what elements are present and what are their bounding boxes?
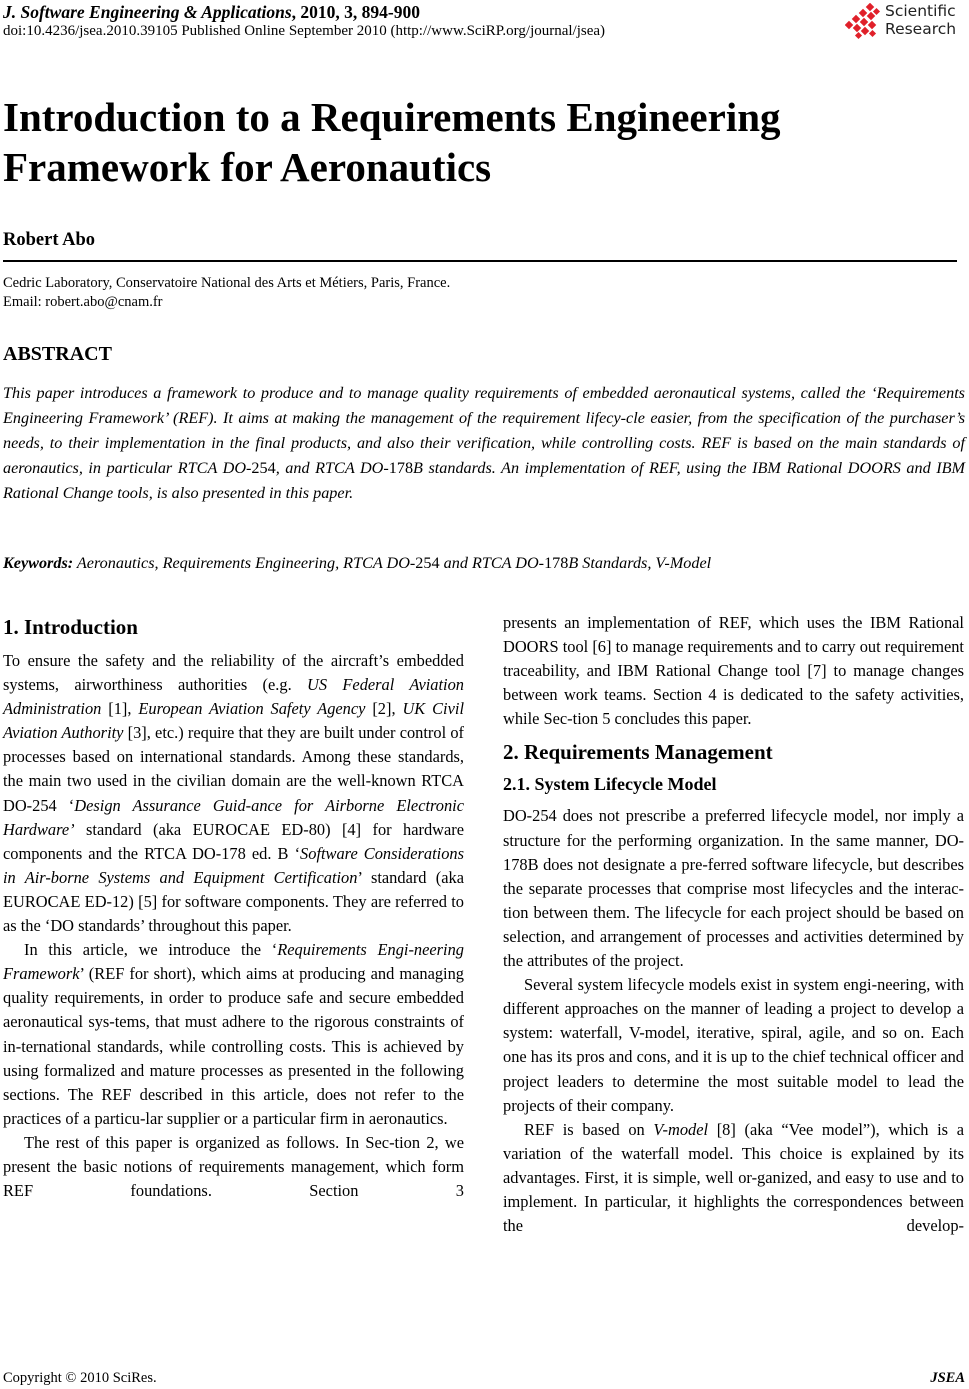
paragraph: In this article, we introduce the ‘Requirements Engi-neering Framework’ (REF for short), which aims at producing and managing quality requirements, in order to produce safe and secure embedded aeronautical sys-tems, that must adhere to the rigorous constraints of in-ternational standards, while controlling costs. This is achieved by using formalized and mature processes as presented in the following sections. The REF described in this article, does not refer to the practices of a particu-lar supplier or a particular firm in aeronautics. xyxy=(3,940,464,1128)
column-right xyxy=(503,611,964,1238)
paragraph: The rest of this paper is organized as follows. In Sec-tion 2, we present the basic notions of requirements management, which form REF foundations. Section 3 xyxy=(3,1132,464,1201)
affiliation-block xyxy=(3,274,450,312)
paragraph: DO-254 does not prescribe a preferred lifecycle model, nor imply a structure for the performing organization. In the same manner, DO-178B does not designate a pre-ferred software lifecycle, but describes the separate processes that comprise most lifecycles and the interac-tion between them. The lifecycle for each project should be based on selection, and arrangement of processes and activities determined by the attributes of the project. xyxy=(503,806,964,971)
journal-issue: , 2010, 3, 894-900 xyxy=(291,2,420,22)
paragraph: presents an implementation of REF, which uses the IBM Rational DOORS tool [6] to manage requirements and to carry out requirement traceability, and IBM Rational Change tool [7] to manage changes between work teams. Section 4 is dedicated to the safety activities, while Sec-tion 5 concludes this paper. xyxy=(503,613,964,729)
affiliation: Cedric Laboratory, Conservatoire National des Arts et Métiers, Paris, France. xyxy=(3,275,451,291)
subsection-heading-lifecycle-model: 2.1. System Lifecycle Model xyxy=(503,774,717,795)
divider xyxy=(3,260,957,262)
section-heading-introduction: 1. Introduction xyxy=(3,615,138,639)
paragraph: REF is based on V-model [8] (aka “Vee model”), which is a variation of the waterfall model. This choice is explained by its advantages. First, it is simple, well or-ganized, and easy to use and to implement. In particular, it highlights the correspondences between the develop- xyxy=(503,1119,965,1236)
doi-line: doi:10.4236/jsea.2010.39105 Published Online September 2010 (http://www.SciRP.org/journal/jsea) xyxy=(3,23,606,39)
journal-name: J. Software Engineering & Applications xyxy=(3,2,292,22)
paragraph: Several system lifecycle models exist in system engi-neering, with different approaches on the manner of leading a project to develop a system: waterfall, V-model, iterative, spiral, agile, and so on. Each one has its pros and cons, and it is up to the chief technical officer and project leaders to determine the most suitable model to lead the projects of their company. xyxy=(503,975,964,1115)
author-name: Robert Abo xyxy=(3,230,95,250)
copyright: Copyright © 2010 SciRes. xyxy=(3,1370,157,1386)
section-heading-requirements-management: 2. Requirements Management xyxy=(503,740,773,765)
column-left xyxy=(3,614,464,1203)
author-email[interactable]: Email: robert.abo@cnam.fr xyxy=(3,294,163,310)
paragraph: To ensure the safety and the reliability of the aircraft’s embedded systems, airworthiness authorities (e.g. US Federal Aviation Administration [1], European Aviation Safety Agency [2], UK Civil Aviation Authority [3], etc.) require that they are built under control of processes based on international standards. Among these standards, the main two used in the civilian domain are the well-known RTCA DO-254 ‘Design Assurance Guid-ance for Airborne Electronic Hardware’ standard (aka EUROCAE ED-80) [4] for hardware components and the RTCA DO-178 ed. B ‘Software Considerations in Air-borne Systems and Equipment Certification’ standard (aka EUROCAE ED-12) [5] for software components. They are referred to as the ‘DO standards’ throughout this paper. xyxy=(3,651,465,936)
diamond-cluster-icon xyxy=(845,3,883,41)
abstract-text: This paper introduces a framework to produce and to manage quality requirements of embedded aeronautical systems, called the ‘Requirements Engineering Framework’ (REF). It aims at making the management of the requirement lifecy-cle easier, from the specification of the purchaser’s needs, to their implementation in the final products, and also their verification, while controlling costs. REF is based on the main standards of aeronautics, in particular RTCA DO-254, and RTCA DO-178B standards. An implementation of REF, using the IBM Rational DOORS and IBM Rational Change tools, is also presented in this paper. xyxy=(3,384,965,502)
journal-abbrev: JSEA xyxy=(930,1370,965,1386)
abstract-heading: ABSTRACT xyxy=(3,343,112,365)
logo-text: Scientific Research xyxy=(885,2,957,38)
publisher-logo xyxy=(845,2,965,42)
keywords: Keywords: Aeronautics, Requirements Engineering, RTCA DO-254 and RTCA DO-178B Standards, V-Model xyxy=(3,554,712,572)
journal-citation xyxy=(3,2,420,23)
paper-title: Introduction to a Requirements Engineering Framework for Aeronautics xyxy=(3,94,781,190)
keywords-label: Keywords: xyxy=(3,554,74,572)
